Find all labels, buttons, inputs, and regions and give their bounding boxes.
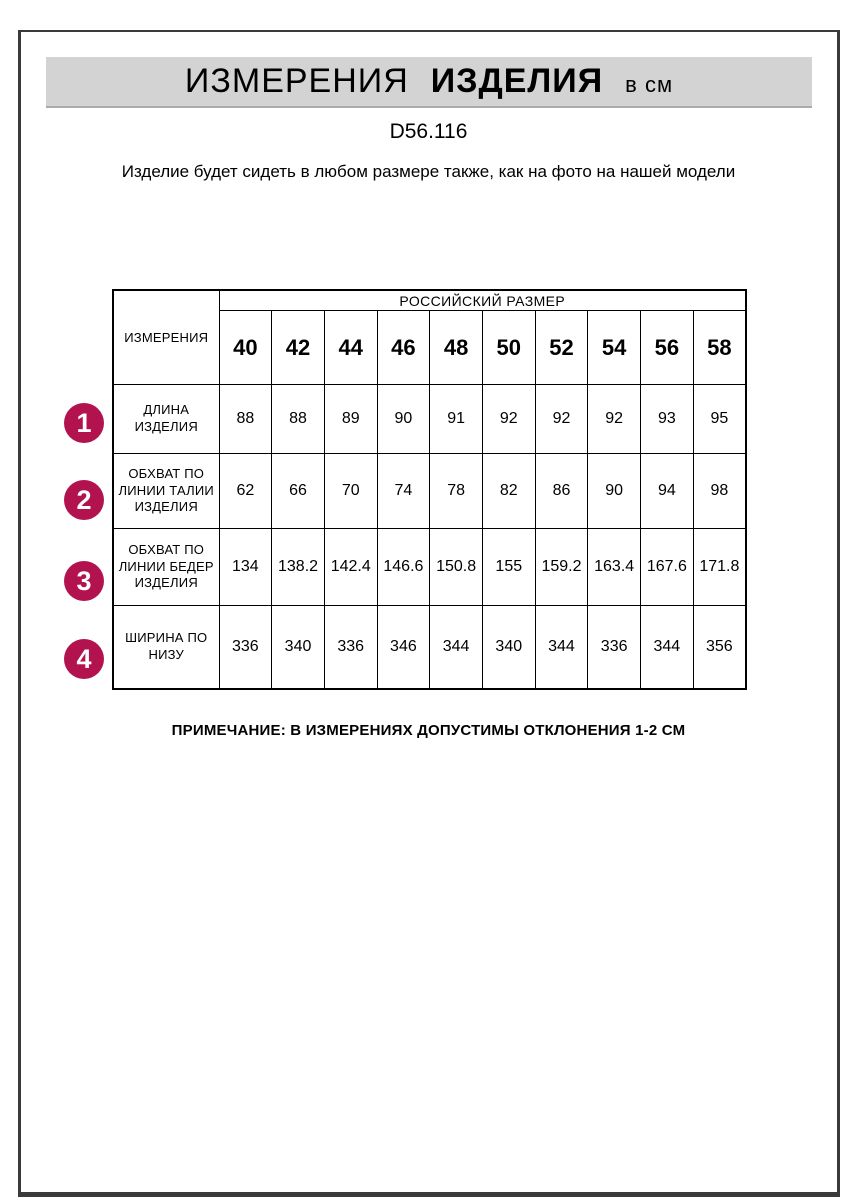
value-cell: 146.6 — [377, 529, 430, 606]
value-cell: 95 — [693, 385, 746, 454]
product-code: D56.116 — [389, 120, 468, 143]
value-cell: 163.4 — [588, 529, 641, 606]
value-cell: 90 — [588, 454, 641, 529]
value-cell: 62 — [219, 454, 272, 529]
value-cell: 142.4 — [324, 529, 377, 606]
value-cell: 344 — [641, 606, 694, 689]
value-cell: 92 — [588, 385, 641, 454]
value-cell: 171.8 — [693, 529, 746, 606]
table-header-group-row — [113, 290, 746, 311]
value-cell: 94 — [641, 454, 694, 529]
value-cell: 92 — [482, 385, 535, 454]
size-header-cell: 46 — [377, 311, 430, 385]
value-cell: 336 — [324, 606, 377, 689]
value-cell: 344 — [535, 606, 588, 689]
row-number-badge-4: 4 — [64, 639, 104, 679]
value-cell: 88 — [219, 385, 272, 454]
row-label-cell: ОБХВАТ ПО ЛИНИИ ТАЛИИ ИЗДЕЛИЯ — [113, 454, 219, 529]
value-cell: 150.8 — [430, 529, 483, 606]
table-row-hips — [113, 529, 746, 606]
title-bar — [46, 57, 812, 108]
size-header-cell: 44 — [324, 311, 377, 385]
value-cell: 92 — [535, 385, 588, 454]
value-cell: 98 — [693, 454, 746, 529]
page-title-word-product: ИЗДЕЛИЯ — [430, 62, 604, 100]
table-row-length — [113, 385, 746, 454]
table-row-waist — [113, 454, 746, 529]
size-header-cell: 42 — [272, 311, 325, 385]
value-cell: 93 — [641, 385, 694, 454]
value-cell: 340 — [272, 606, 325, 689]
size-header-cell: 58 — [693, 311, 746, 385]
value-cell: 74 — [377, 454, 430, 529]
row-number-badge-3: 3 — [64, 561, 104, 601]
value-cell: 66 — [272, 454, 325, 529]
value-cell: 138.2 — [272, 529, 325, 606]
value-cell: 134 — [219, 529, 272, 606]
size-table — [112, 289, 747, 690]
size-header-cell: 48 — [430, 311, 483, 385]
tolerance-note: ПРИМЕЧАНИЕ: В ИЗМЕРЕНИЯХ ДОПУСТИМЫ ОТКЛОНЕНИЯ 1-2 СМ — [171, 722, 686, 739]
row-number-badge-2: 2 — [64, 480, 104, 520]
value-cell: 159.2 — [535, 529, 588, 606]
value-cell: 82 — [482, 454, 535, 529]
size-header-cell: 56 — [641, 311, 694, 385]
value-cell: 336 — [588, 606, 641, 689]
page-title-word-measurements: ИЗМЕРЕНИЯ — [184, 62, 409, 100]
corner-header-cell: ИЗМЕРЕНИЯ — [113, 290, 219, 385]
table-row-bottom-width — [113, 606, 746, 689]
size-header-cell: 52 — [535, 311, 588, 385]
value-cell: 356 — [693, 606, 746, 689]
value-cell: 344 — [430, 606, 483, 689]
value-cell: 91 — [430, 385, 483, 454]
row-label-cell: ДЛИНА ИЗДЕЛИЯ — [113, 385, 219, 454]
value-cell: 88 — [272, 385, 325, 454]
value-cell: 340 — [482, 606, 535, 689]
group-header-cell: РОССИЙСКИЙ РАЗМЕР — [219, 290, 746, 311]
value-cell: 90 — [377, 385, 430, 454]
value-cell: 346 — [377, 606, 430, 689]
value-cell: 86 — [535, 454, 588, 529]
value-cell: 155 — [482, 529, 535, 606]
size-header-cell: 40 — [219, 311, 272, 385]
page-title-unit: в см — [625, 72, 674, 97]
row-label-cell: ШИРИНА ПО НИЗУ — [113, 606, 219, 689]
size-header-cell: 54 — [588, 311, 641, 385]
row-number-badge-1: 1 — [64, 403, 104, 443]
value-cell: 89 — [324, 385, 377, 454]
value-cell: 167.6 — [641, 529, 694, 606]
value-cell: 78 — [430, 454, 483, 529]
value-cell: 336 — [219, 606, 272, 689]
value-cell: 70 — [324, 454, 377, 529]
row-label-cell: ОБХВАТ ПО ЛИНИИ БЕДЕР ИЗДЕЛИЯ — [113, 529, 219, 606]
size-header-cell: 50 — [482, 311, 535, 385]
subtitle-text: Изделие будет сидеть в любом размере также, как на фото на нашей модели — [121, 162, 736, 181]
